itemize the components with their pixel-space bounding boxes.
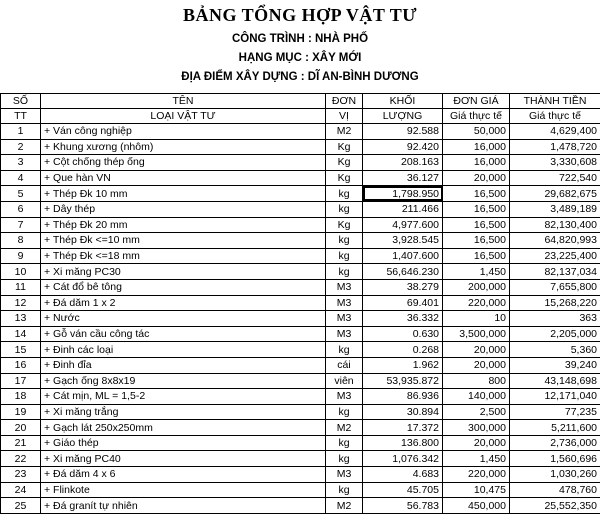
unit-cell[interactable]: kg <box>326 404 363 420</box>
header-cell[interactable]: TÊN <box>41 94 326 109</box>
table-row <box>1 295 600 311</box>
amount-cell[interactable]: 722,540 <box>510 170 600 186</box>
header-cell[interactable]: ĐƠN GIÁ <box>443 94 510 109</box>
unit-cell[interactable]: M2 <box>326 420 363 436</box>
unit-price-cell[interactable]: 20,000 <box>443 342 510 358</box>
material-name-cell[interactable]: + Thép Đk 20 mm <box>41 217 326 233</box>
table-row <box>1 404 600 420</box>
row-number-cell[interactable]: 14 <box>1 326 41 342</box>
material-name-cell[interactable]: + Dây thép <box>41 201 326 217</box>
unit-cell[interactable]: kg <box>326 264 363 280</box>
material-name-cell[interactable]: + Cát mịn, ML = 1,5-2 <box>41 389 326 405</box>
header-cell[interactable]: Giá thực tế <box>443 109 510 124</box>
quantity-cell[interactable]: 208.163 <box>363 155 443 171</box>
row-number-cell[interactable]: 1 <box>1 124 41 140</box>
material-name-cell[interactable]: + Flinkote <box>41 482 326 498</box>
unit-cell[interactable]: viên <box>326 373 363 389</box>
quantity-cell[interactable]: 1,798.950 <box>363 186 443 202</box>
unit-price-cell[interactable]: 800 <box>443 373 510 389</box>
amount-cell[interactable]: 64,820,993 <box>510 233 600 249</box>
material-name-cell[interactable]: + Cát đổ bê tông <box>41 279 326 295</box>
header-cell[interactable]: LOẠI VẬT TƯ <box>41 109 326 124</box>
material-name-cell[interactable]: + Đá granít tự nhiên <box>41 498 326 514</box>
amount-cell[interactable]: 3,489,189 <box>510 201 600 217</box>
quantity-cell[interactable]: 45.705 <box>363 482 443 498</box>
unit-price-cell[interactable]: 20,000 <box>443 170 510 186</box>
unit-price-cell[interactable]: 50,000 <box>443 124 510 140</box>
amount-cell[interactable]: 5,211,600 <box>510 420 600 436</box>
unit-cell[interactable]: M3 <box>326 467 363 483</box>
quantity-cell[interactable]: 56.783 <box>363 498 443 514</box>
material-name-cell[interactable]: + Đá dăm 4 x 6 <box>41 467 326 483</box>
material-name-cell[interactable]: + Que hàn VN <box>41 170 326 186</box>
material-name-cell[interactable]: + Gạch lát 250x250mm <box>41 420 326 436</box>
amount-cell[interactable]: 29,682,675 <box>510 186 600 202</box>
table-row <box>1 186 600 202</box>
amount-cell[interactable]: 82,137,034 <box>510 264 600 280</box>
material-name-cell[interactable]: + Gỗ ván cầu công tác <box>41 326 326 342</box>
material-name-cell[interactable]: + Ván công nghiệp <box>41 124 326 140</box>
row-number-cell[interactable]: 20 <box>1 420 41 436</box>
amount-cell[interactable]: 7,655,800 <box>510 279 600 295</box>
header-row-2 <box>1 109 600 124</box>
quantity-cell[interactable]: 4.683 <box>363 467 443 483</box>
quantity-cell[interactable]: 56,646.230 <box>363 264 443 280</box>
table-row <box>1 357 600 373</box>
header-cell[interactable]: THÀNH TIỀN <box>510 94 600 109</box>
header-cell[interactable]: ĐƠN <box>326 94 363 109</box>
table-row <box>1 435 600 451</box>
category-line: HẠNG MỤC : XÂY MỚI <box>0 49 600 68</box>
table-row <box>1 155 600 171</box>
location-line: ĐỊA ĐIỂM XÂY DỰNG : DĨ AN-BÌNH DƯƠNG <box>0 68 600 87</box>
material-name-cell[interactable]: + Xi măng PC30 <box>41 264 326 280</box>
unit-cell[interactable]: kg <box>326 248 363 264</box>
table-row <box>1 124 600 140</box>
row-number-cell[interactable]: 8 <box>1 233 41 249</box>
quantity-cell[interactable]: 69.401 <box>363 295 443 311</box>
unit-price-cell[interactable]: 1,450 <box>443 451 510 467</box>
material-name-cell[interactable]: + Khung xương (nhôm) <box>41 139 326 155</box>
quantity-cell[interactable]: 136.800 <box>363 435 443 451</box>
unit-price-cell[interactable]: 16,500 <box>443 201 510 217</box>
row-number-cell[interactable]: 9 <box>1 248 41 264</box>
amount-cell[interactable]: 39,240 <box>510 357 600 373</box>
unit-price-cell[interactable]: 10 <box>443 311 510 327</box>
material-name-cell[interactable]: + Đinh các loại <box>41 342 326 358</box>
material-name-cell[interactable]: + Xi măng trắng <box>41 404 326 420</box>
quantity-cell[interactable]: 86.936 <box>363 389 443 405</box>
header-cell[interactable]: Giá thực tế <box>510 109 600 124</box>
table-row <box>1 233 600 249</box>
quantity-cell[interactable]: 4,977.600 <box>363 217 443 233</box>
unit-price-cell[interactable]: 300,000 <box>443 420 510 436</box>
unit-cell[interactable]: M2 <box>326 498 363 514</box>
table-row <box>1 482 600 498</box>
unit-price-cell[interactable]: 16,500 <box>443 248 510 264</box>
row-number-cell[interactable]: 2 <box>1 139 41 155</box>
material-name-cell[interactable]: + Xi măng PC40 <box>41 451 326 467</box>
amount-cell[interactable]: 77,235 <box>510 404 600 420</box>
quantity-cell[interactable]: 92.588 <box>363 124 443 140</box>
unit-cell[interactable]: Kg <box>326 170 363 186</box>
row-number-cell[interactable]: 17 <box>1 373 41 389</box>
unit-cell[interactable]: kg <box>326 435 363 451</box>
unit-price-cell[interactable]: 200,000 <box>443 279 510 295</box>
table-row <box>1 467 600 483</box>
amount-cell[interactable]: 43,148,698 <box>510 373 600 389</box>
table-row <box>1 139 600 155</box>
quantity-cell[interactable]: 17.372 <box>363 420 443 436</box>
row-number-cell[interactable]: 24 <box>1 482 41 498</box>
material-name-cell[interactable]: + Gạch ống 8x8x19 <box>41 373 326 389</box>
amount-cell[interactable]: 5,360 <box>510 342 600 358</box>
unit-price-cell[interactable]: 3,500,000 <box>443 326 510 342</box>
quantity-cell[interactable]: 0.268 <box>363 342 443 358</box>
row-number-cell[interactable]: 3 <box>1 155 41 171</box>
row-number-cell[interactable]: 15 <box>1 342 41 358</box>
unit-price-cell[interactable]: 16,500 <box>443 217 510 233</box>
quantity-cell[interactable]: 211.466 <box>363 201 443 217</box>
unit-price-cell[interactable]: 16,500 <box>443 233 510 249</box>
row-number-cell[interactable]: 18 <box>1 389 41 405</box>
table-row <box>1 389 600 405</box>
amount-cell[interactable]: 23,225,400 <box>510 248 600 264</box>
table-row <box>1 498 600 514</box>
unit-cell[interactable]: M3 <box>326 326 363 342</box>
amount-cell[interactable]: 2,205,000 <box>510 326 600 342</box>
unit-price-cell[interactable]: 140,000 <box>443 389 510 405</box>
amount-cell[interactable]: 1,030,260 <box>510 467 600 483</box>
table-row <box>1 326 600 342</box>
table-row <box>1 420 600 436</box>
amount-cell[interactable]: 1,478,720 <box>510 139 600 155</box>
table-row <box>1 373 600 389</box>
material-name-cell[interactable]: + Đinh đỉa <box>41 357 326 373</box>
row-number-cell[interactable]: 6 <box>1 201 41 217</box>
header-cell[interactable]: TT <box>1 109 41 124</box>
unit-cell[interactable]: kg <box>326 482 363 498</box>
quantity-cell[interactable]: 38.279 <box>363 279 443 295</box>
material-name-cell[interactable]: + Thép Đk <=18 mm <box>41 248 326 264</box>
amount-cell[interactable]: 4,629,400 <box>510 124 600 140</box>
row-number-cell[interactable]: 22 <box>1 451 41 467</box>
quantity-cell[interactable]: 36.332 <box>363 311 443 327</box>
amount-cell[interactable]: 2,736,000 <box>510 435 600 451</box>
unit-cell[interactable]: M3 <box>326 279 363 295</box>
row-number-cell[interactable]: 7 <box>1 217 41 233</box>
row-number-cell[interactable]: 25 <box>1 498 41 514</box>
unit-cell[interactable]: Kg <box>326 139 363 155</box>
material-name-cell[interactable]: + Thép Đk <=10 mm <box>41 233 326 249</box>
quantity-cell[interactable]: 0.630 <box>363 326 443 342</box>
material-name-cell[interactable]: + Giáo thép <box>41 435 326 451</box>
row-number-cell[interactable]: 16 <box>1 357 41 373</box>
unit-price-cell[interactable]: 16,500 <box>443 186 510 202</box>
quantity-cell[interactable]: 1.962 <box>363 357 443 373</box>
row-number-cell[interactable]: 5 <box>1 186 41 202</box>
amount-cell[interactable]: 363 <box>510 311 600 327</box>
quantity-cell[interactable]: 1,076.342 <box>363 451 443 467</box>
quantity-cell[interactable]: 36.127 <box>363 170 443 186</box>
table-row <box>1 264 600 280</box>
row-number-cell[interactable]: 12 <box>1 295 41 311</box>
table-row <box>1 170 600 186</box>
unit-price-cell[interactable]: 20,000 <box>443 357 510 373</box>
table-row <box>1 201 600 217</box>
unit-cell[interactable]: kg <box>326 201 363 217</box>
unit-cell[interactable]: kg <box>326 342 363 358</box>
unit-price-cell[interactable]: 1,450 <box>443 264 510 280</box>
material-name-cell[interactable]: + Thép Đk 10 mm <box>41 186 326 202</box>
header-cell[interactable]: SỐ <box>1 94 41 109</box>
amount-cell[interactable]: 478,760 <box>510 482 600 498</box>
unit-price-cell[interactable]: 16,000 <box>443 155 510 171</box>
unit-cell[interactable]: M3 <box>326 295 363 311</box>
row-number-cell[interactable]: 13 <box>1 311 41 327</box>
unit-price-cell[interactable]: 20,000 <box>443 435 510 451</box>
project-line: CÔNG TRÌNH : NHÀ PHỐ <box>0 30 600 49</box>
row-number-cell[interactable]: 10 <box>1 264 41 280</box>
unit-price-cell[interactable]: 10,475 <box>443 482 510 498</box>
row-number-cell[interactable]: 11 <box>1 279 41 295</box>
material-name-cell[interactable]: + Nước <box>41 311 326 327</box>
quantity-cell[interactable]: 30.894 <box>363 404 443 420</box>
header-row-1 <box>1 94 600 109</box>
amount-cell[interactable]: 3,330,608 <box>510 155 600 171</box>
unit-price-cell[interactable]: 220,000 <box>443 295 510 311</box>
table-row <box>1 248 600 264</box>
table-row <box>1 217 600 233</box>
document-title: BẢNG TỔNG HỢP VẬT TƯ <box>0 0 600 30</box>
header-cell[interactable]: KHỐI <box>363 94 443 109</box>
unit-price-cell[interactable]: 450,000 <box>443 498 510 514</box>
unit-cell[interactable]: kg <box>326 233 363 249</box>
row-number-cell[interactable]: 4 <box>1 170 41 186</box>
unit-cell[interactable]: cái <box>326 357 363 373</box>
material-name-cell[interactable]: + Đá dăm 1 x 2 <box>41 295 326 311</box>
unit-cell[interactable]: M3 <box>326 311 363 327</box>
unit-price-cell[interactable]: 2,500 <box>443 404 510 420</box>
table-row <box>1 451 600 467</box>
amount-cell[interactable]: 82,130,400 <box>510 217 600 233</box>
unit-cell[interactable]: kg <box>326 451 363 467</box>
row-number-cell[interactable]: 19 <box>1 404 41 420</box>
header-cell[interactable]: VỊ <box>326 109 363 124</box>
material-name-cell[interactable]: + Cột chống thép ống <box>41 155 326 171</box>
amount-cell[interactable]: 12,171,040 <box>510 389 600 405</box>
quantity-cell[interactable]: 53,935.872 <box>363 373 443 389</box>
row-number-cell[interactable]: 21 <box>1 435 41 451</box>
table-row <box>1 279 600 295</box>
amount-cell[interactable]: 1,560,696 <box>510 451 600 467</box>
quantity-cell[interactable]: 1,407.600 <box>363 248 443 264</box>
amount-cell[interactable]: 15,268,220 <box>510 295 600 311</box>
amount-cell[interactable]: 25,552,350 <box>510 498 600 514</box>
header-cell[interactable]: LƯỢNG <box>363 109 443 124</box>
quantity-cell[interactable]: 3,928.545 <box>363 233 443 249</box>
materials-table <box>0 93 600 514</box>
table-row <box>1 311 600 327</box>
unit-cell[interactable]: M2 <box>326 124 363 140</box>
unit-cell[interactable]: Kg <box>326 217 363 233</box>
table-row <box>1 342 600 358</box>
unit-cell[interactable]: Kg <box>326 155 363 171</box>
unit-cell[interactable]: kg <box>326 186 363 202</box>
unit-cell[interactable]: M3 <box>326 389 363 405</box>
row-number-cell[interactable]: 23 <box>1 467 41 483</box>
unit-price-cell[interactable]: 16,000 <box>443 139 510 155</box>
quantity-cell[interactable]: 92.420 <box>363 139 443 155</box>
unit-price-cell[interactable]: 220,000 <box>443 467 510 483</box>
